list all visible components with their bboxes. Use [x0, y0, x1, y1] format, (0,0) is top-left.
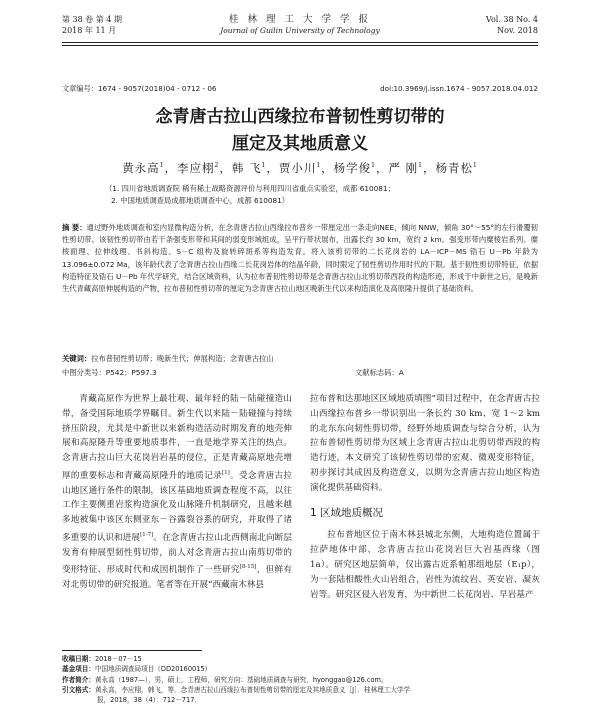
author-separator: ，: [375, 161, 389, 175]
author: 韩 飞: [231, 161, 262, 175]
author-affiliation-mark: 1: [371, 162, 376, 170]
keywords-text: 拉布普韧性剪切带；晚新生代；伸展构造；念青唐古拉山: [91, 354, 274, 363]
header-volume-en: Vol. 38 No. 4: [485, 15, 538, 24]
title-line-1: 念青唐古拉山西缘拉布普韧性剪切带的: [155, 107, 445, 127]
section-heading: 1 区域地质概况: [310, 506, 384, 519]
author-affiliation-mark: 1: [472, 162, 478, 170]
author: 杨青松: [435, 161, 473, 175]
author-separator: ，: [219, 161, 232, 175]
header-date-en: Nov. 2018: [497, 26, 538, 35]
body-paragraph: 拉布普和达那地区区域地质填图”项目过程中，在念青唐古拉山西缘拉布普乡一带识别出一条长约 30 km、宽 1～2 km 的北东东向韧性剪切带，经野外地质调查与综合分析，认为拉布普韧性剪切带为区域上念青唐古拉山北剪切带西段的构造行迹，本文研究了该韧性剪切带的宏观、微观变形特征，初步探讨其成因及构造意义，以期为念青唐古拉山地区构造演化提供基础资料。: [310, 394, 540, 493]
author: 杨学俊: [333, 161, 372, 175]
footnote-funding: 基金项目：中国地质调查局项目（DD20160015）: [62, 665, 212, 674]
abstract-label: 摘 要：: [62, 223, 87, 232]
author: 李应栩: [177, 161, 215, 175]
body-left-column: [62, 392, 292, 593]
author-affiliation-mark: 1: [159, 162, 165, 170]
author-affiliation-mark: 2: [214, 162, 220, 170]
keywords: [62, 353, 538, 365]
citation[interactable]: [8-15]: [239, 564, 257, 571]
header-right: [486, 14, 538, 36]
body-right-column: [310, 392, 540, 602]
header-rule-thick: [62, 42, 538, 43]
header-center: [62, 14, 538, 36]
journal-name-en: Journal of Guilin University of Technology: [220, 26, 380, 35]
article-meta: [62, 84, 538, 94]
affiliation-1: （1. 四川省地质调查院 稀有稀土战略资源评价与利用四川省重点实验室，成都 610081；: [105, 184, 395, 193]
header-volume: 第 38 卷 第 4 期: [62, 15, 122, 24]
author: 贾小川: [278, 161, 317, 175]
header-date: 2018 年 11 月: [62, 26, 117, 35]
affiliations: [105, 183, 510, 207]
body-paragraph: 拉布普地区位于南木林县城北东侧，大地构造位置属于拉萨地体中部，念青唐古拉山花岗岩巨大岩基西缘（图 1a）。研究区地层简单，仅出露古近系帕那组地层（E₁p），为一套陆相酸性火山岩组合，岩性为流纹岩、英安岩、凝灰岩等。研究区侵入岩发育，为中新世二长花岗岩、早岩基产: [310, 530, 540, 600]
affiliation-2: 2. 中国地质调查局成都地质调查中心，成都 610081）: [111, 196, 290, 205]
title-line-2: 厘定及其地质意义: [232, 134, 368, 154]
clc-number: 中图分类号：P542；P597.3: [62, 368, 157, 377]
article-number: 文章编号：1674 - 9057(2018)04 - 0712 - 06: [62, 84, 217, 93]
author-affiliation-mark: 1: [418, 162, 423, 170]
header-rule-thin: [62, 45, 538, 46]
footnote-author: 作者简介：黄永高（1987—），男，硕士，工程师，研究方向：基础地质调查与研究，hyonggao@126.com。: [62, 675, 388, 684]
footnote-rule: [62, 650, 202, 651]
author-affiliation-mark: 1: [316, 162, 322, 170]
author: 黄永高: [122, 161, 160, 175]
author-list: [0, 160, 600, 176]
abstract: [62, 222, 538, 295]
footnotes: [62, 654, 538, 705]
body-paragraph: 青藏高原作为世界上最壮观、最年轻的陆－陆碰撞造山带，备受国际地质学界瞩目。新生代以来陆－陆碰撞与持续挤压阶段，尤其是中新世以来新构造活动时期发育的地壳伸展和高原隆升等重要地质事件，一直是地学界关注的热点。念青唐古拉山巨大花岗岩岩基的侵位，正是青藏高原地壳增厚的重要标志和青藏高原隆升的地质记录[1]。受念青唐古拉山地区通行条件的限制，该区基础地质调查程度不高，以往工作主要侧重岩浆构造演化及山脉隆升机制研究，且越来越多地被集中该区东侧亚东－谷露裂谷系的研究，并取得了诸多重要的认识和进展[1-7]。在念青唐古拉山北西侧南北向断层发育有伸展型韧性剪切带，前人对念青唐古拉山南剪切带的变形特征、形成时代和成因机制作了一些研究[8-15]，但鲜有对北剪切带的研究报道。笔者等在开展“西藏南木林县: [62, 394, 292, 591]
author: 严 刚: [388, 161, 419, 175]
doi[interactable]: doi:10.3969/j.issn.1674 - 9057.2018.04.012: [380, 84, 538, 93]
author-affiliation-mark: 1: [261, 162, 267, 170]
journal-name-cn: 桂 林 理 工 大 学 学 报: [228, 14, 372, 25]
citation[interactable]: [1]: [221, 469, 230, 476]
document-code: 文献标志码：A: [355, 368, 404, 377]
footnote-citation-cont: 报，2018，38（4）：712－717．: [97, 696, 201, 705]
footnote-received: 收稿日期：2018－07－15: [62, 655, 142, 663]
abstract-text: 通过野外地质调查和室内显微构造分析，在念青唐古拉山西缘拉布普乡一带厘定出一条走向NEE，倾向 NNW，倾角 30°～55°的左行滑覆韧性剪切带。该韧性剪切带由若干条强变形带和其间的弱变形域组成，呈平行带状展布，出露长约 30 km，宽约 2 km。强变形带内糜棱岩系列、糜棱面理、拉伸线理、书斜构造、S－C 组构及旋转碎斑系等构造发育。将入该剪切带的二长花岗岩的 LA－ICP－MS 锆石 U－Pb 年龄为 13.096±0.072 Ma，该年龄代表了念青唐古拉山西缘二长花岗岩体的结晶年龄，同时限定了韧性剪切作用时代的下限。基于韧性剪切带特征，依据构造特征及锆石 U－Pb 年代学研究，结合区域资料，认为拉布普韧性剪切带是念青唐古拉山北剪切带西段的构造形迹，形成于中新世之后，是晚新生代青藏高原伸展构造的产物，拉布普韧性剪切带的厘定为念青唐古拉山地区晚新生代以来构造演化及高原隆升提供了基础资料。: [62, 223, 538, 294]
footnote-citation: 引文格式：黄永高，李应栩，韩飞，等．念青唐古拉山西缘拉布普韧性剪切带的厘定及其地质意义［J］．桂林理工大学学: [62, 685, 411, 694]
author-separator: ，: [164, 161, 178, 175]
author-separator: ，: [422, 161, 436, 175]
author-separator: ，: [321, 161, 334, 175]
author-separator: ，: [266, 161, 279, 175]
citation[interactable]: [1-7]: [140, 532, 154, 539]
paper-title: [0, 104, 600, 158]
keywords-label: 关键词：: [62, 354, 92, 363]
